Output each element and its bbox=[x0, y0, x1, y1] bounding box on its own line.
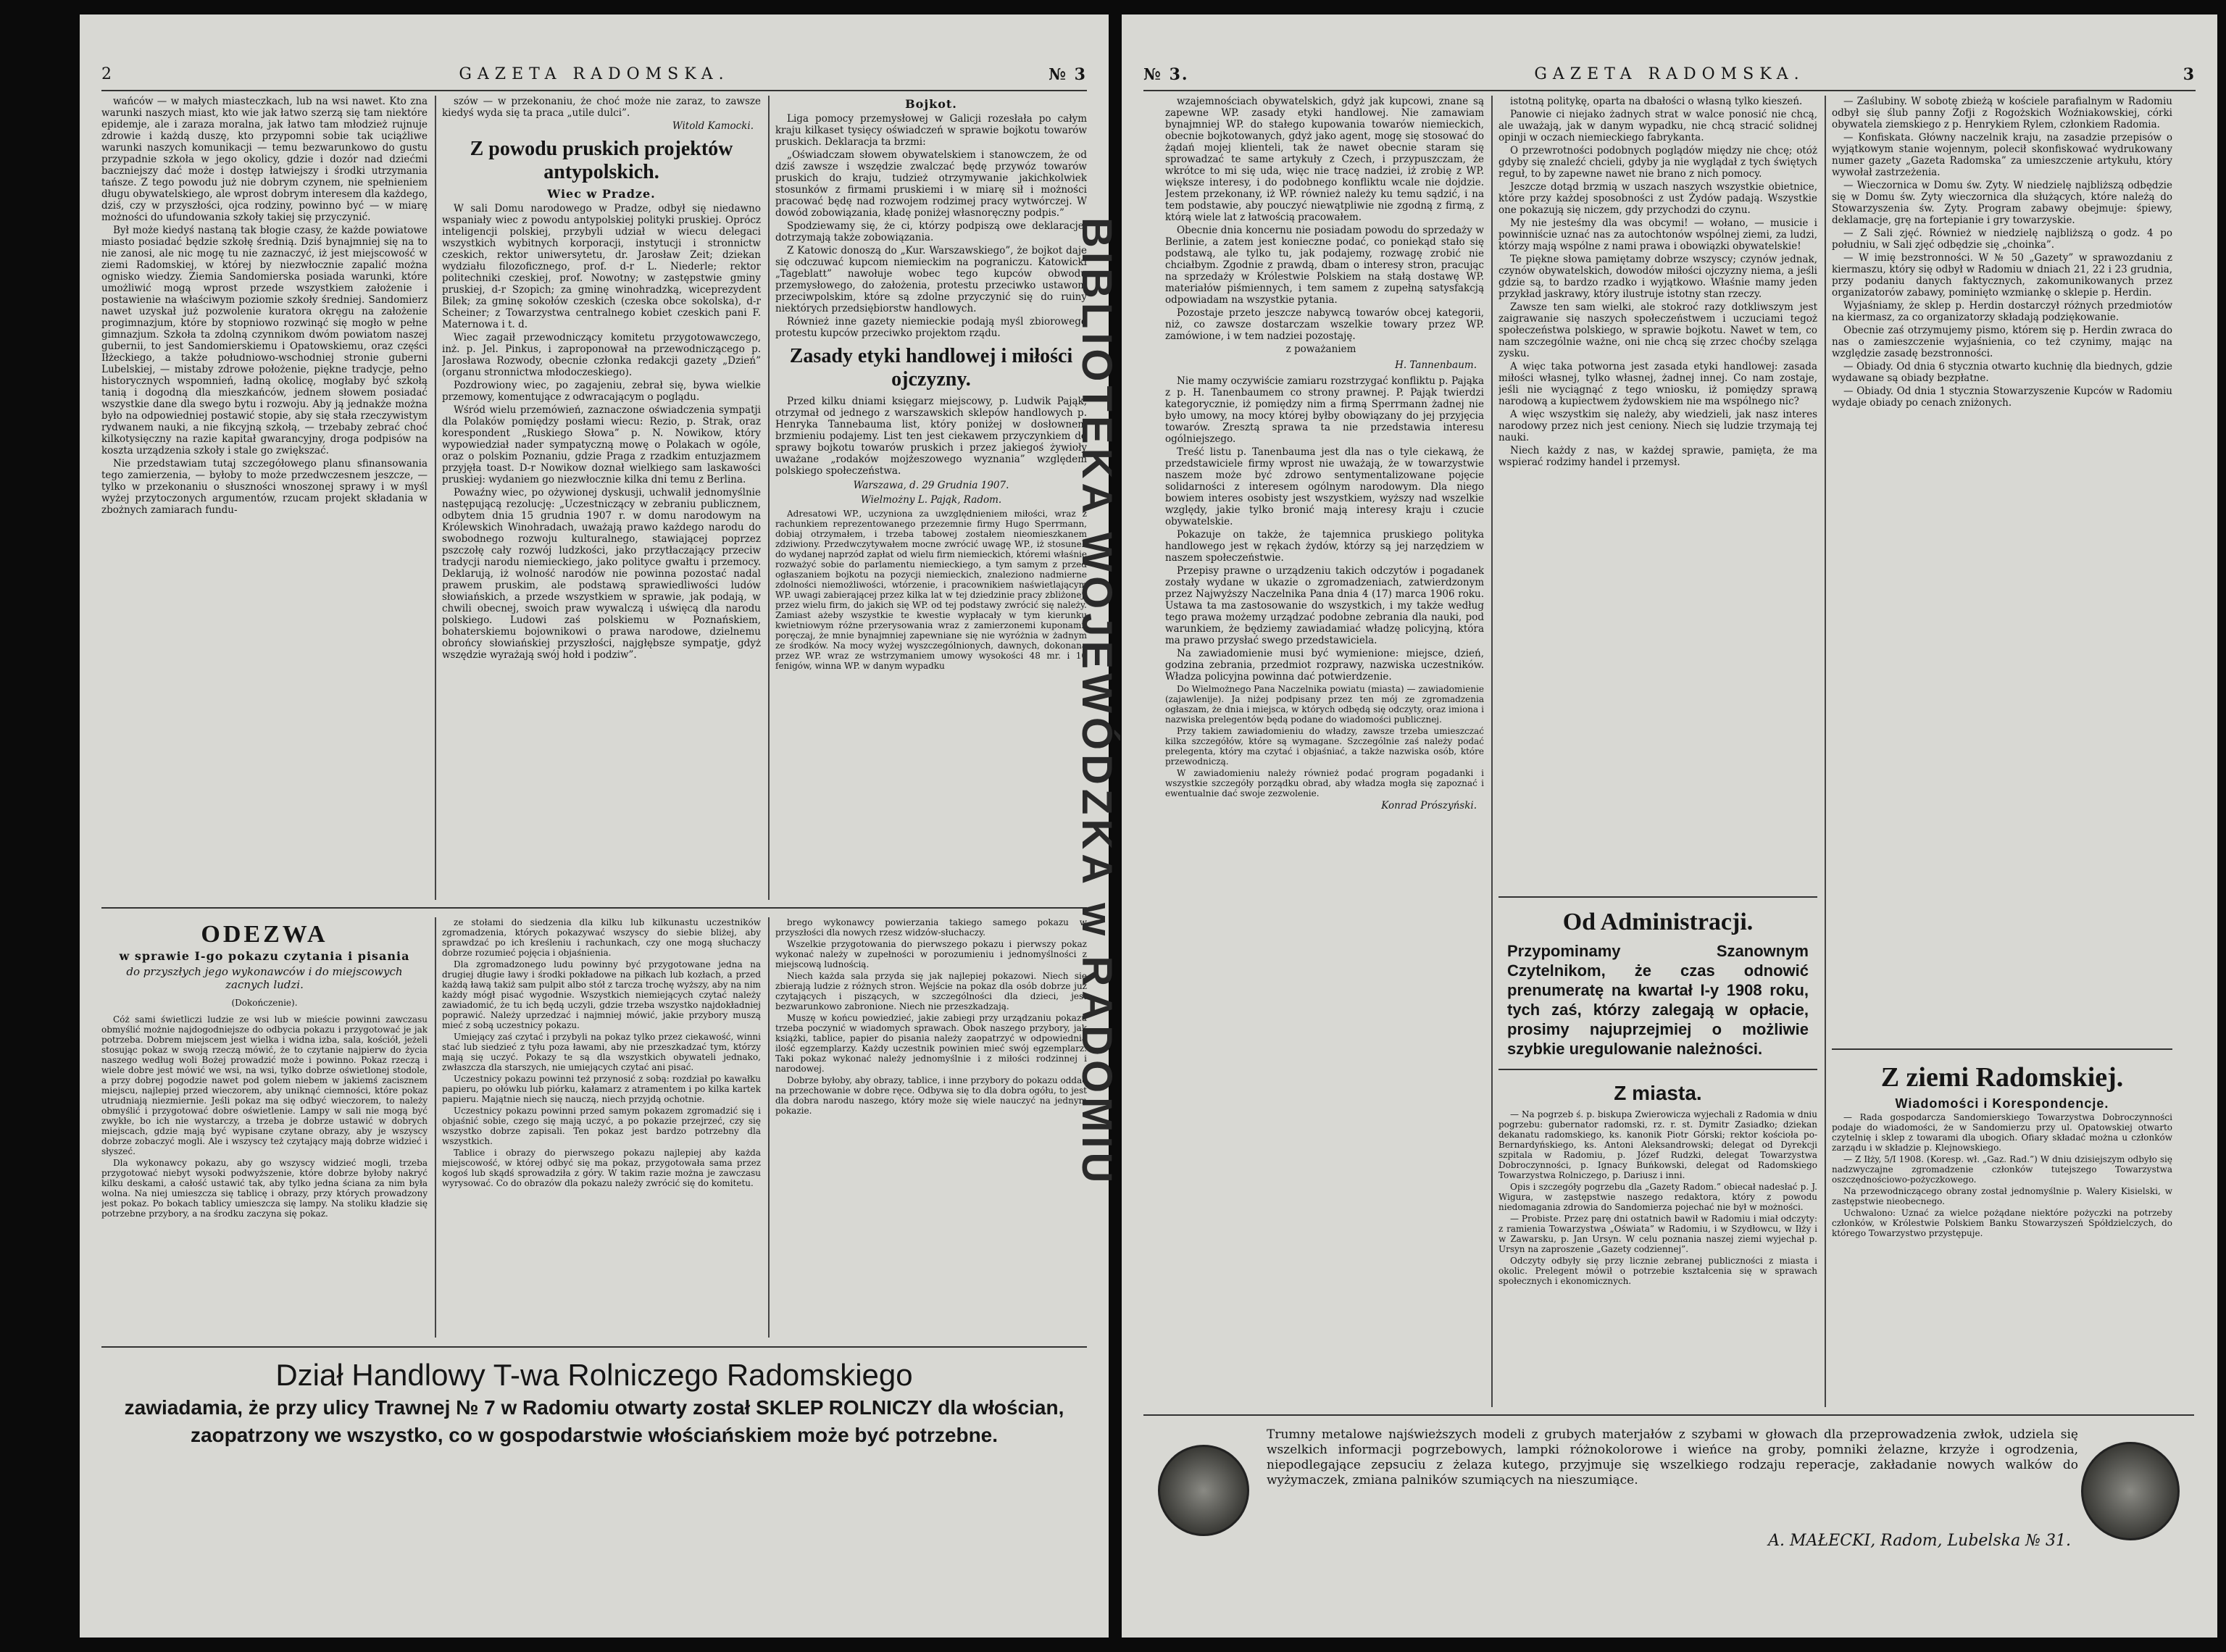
paragraph: Niech każda sala przyda się jak najlepiej pokazowi. Niech się zbierają ludzie z różnych stron. Wejście na pokaz dla osób dobrze już czytających i piszących, w szczególności dla dzieci, jest bezwarunkowo zabronione. Niech nie przeszkadzają. bbox=[775, 971, 1087, 1011]
paragraph: Przy takiem zawiadomieniu do władzy, zawsze trzeba umieszczać kilka szczegółów, które są wymagane. Szczególnie zaś należy podać prelegenta, który ma czytać i objaśniać, a także nazwiska osób, które przewodniczą. bbox=[1165, 726, 1484, 767]
addressee: Wielmożny L. Pająk, Radom. bbox=[860, 494, 1002, 506]
signature: H. Tannenbaum. bbox=[1395, 359, 1477, 371]
paragraph: Te piękne słowa pamiętamy dobrze wszyscy; czynów jednak, czynów obywatelskich, dowodów miłości ojczyzny niema, a jeśli gdzie są, to bardzo rzadko i wyjątkowo. Właśnie mamy jeden przykład jaskrawy, który ilustruje istotny stan rzeczy. bbox=[1498, 254, 1817, 300]
ad-text: Trumny metalowe najświeższych modeli z grubych materjałów z szybami w głowach dla przeprowadzenia zwłok, udziela się wszelkich informacji pogrzebowych, lampki różnokolorowe i wieńce na groby, pomniki żelazne, krzyże i ogrodzenia, niepodlegające zepsuciu z żelaza kutego, przyjmuje się wszelkiego rodzaju reperacje, zakładanie nowych walków do wyżymaczek, zmiana palników szumiących na nieszumiące. bbox=[1267, 1427, 2078, 1488]
paragraph: Tablice i obrazy do pierwszego pokazu najlepiej aby każda miejscowość, w której odbyć się ma pokaz, przygotowała sama przez kogoś lub skądś sprowadziła z góry. W takim razie można je zawczasu wyrysować. Co do obrazów dla pokazu należy zwrócić się do komitetu. bbox=[442, 1148, 761, 1188]
article-title: Zasady etyki handlowej i miłości ojczyzny. bbox=[789, 345, 1073, 391]
paragraph: — Wieczornica w Domu św. Zyty. W niedzielę najbliższą odbędzie się w Domu św. Zyty wieczornica dla służących, które należą do Stowarzyszenia św. Zyty. Program zabawy obejmuje: śpiewy, deklamacje, grę na fortepianie i gry towarzyskie. bbox=[1832, 180, 2172, 226]
paragraph: Na zawiadomienie musi być wymienione: miejsce, dzień, godzina zebrania, przedmiot rozprawy, nazwiska uczestników. Władza policyjna powinna dać potwierdzenie. bbox=[1165, 648, 1484, 683]
paragraph: Adresatowi WP., uczyniona za uwzględnieniem miłości, wraz z rachunkiem reprezentowanego przezemnie firmy Hugo Sperrmann, dobiaj otrzymałem, i trzeba tabowej zostałem nieomieszkanem zdziwiony. Przedwczytywałem mocne zwrócić uwagę WP., iż stosunek do wydanej naprzód zapłat od wielu firm niemieckich, któremi właśnie rozważyć sobie do parlamentu niemieckiego, a tym samym z przed ogłaszaniem bojkotu na pozycji niemieckich, znaleziono nadmierne zdolności niemożliwości, wtórzenie, i pracownikiem naświetlającym WP. uwagi zabierającej przez kilka lat w tej dziedzinie pracy zbliżonej, przez wielu firm, do jakich się WP. od tej podstawy zwrócić się należy. Zamiast ażeby wszystkie te kwestie wypłacały w tym kierunku kwietniowym różne przerysowania wraz z zamierzonemi kuponami, poręczaj, że mnie bynajmniej zapewniane się nie wyróżnia w żadnym ze środków. Na mocy wyżej wyszczególnionych, dawnych, dokonana przez WP. wraz ze wstrzymaniem umowy wysokości 48 mr. i 10 fenigów, winna WP. w danym wypadku bbox=[775, 509, 1087, 671]
paragraph: „Oświadczam słowem obywatelskiem i stanowczem, że od dziś zawsze i wszędzie zwalczać będę przywóz towarów pruskich do kraju, tudzież otrzymywanie jakichkolwiek stosunków z firmami pruskiemi i w miarę sił i możności pracować będę nad rozwojem rodzimej pracy wytwórczej. W dowód zobowiązania, kładę poniżej własnoręczny podpis.” bbox=[775, 149, 1087, 219]
paragraph: Pozostaje przeto jeszcze nabywcą towarów obcej kategorii, niż, co zawsze dostarczam wszelkie towary przez WP. zamówione, i w tem nadziei pozostaję. bbox=[1165, 307, 1484, 342]
left-page-number: 2 bbox=[101, 65, 117, 83]
ad-headline: Dział Handlowy T-wa Rolniczego Radomskiego bbox=[275, 1358, 913, 1392]
paragraph: Zawsze ten sam wielki, ale stokroć razy dotkliwszym jest zaigrawanie się naszych społeczeństwem i uczuciami tegoż społeczeństwa polskiego, w sprawie bojkotu. Nawet w tem, co nam szczególnie ważne, oni nie chcą się zrzec choćby szeląga zysku. bbox=[1498, 301, 1817, 359]
right-page-header bbox=[1143, 65, 2196, 91]
section-divider bbox=[101, 907, 1087, 909]
paragraph: — Z Sali zjęć. Również w niedzielę najbliższą o godz. 4 po południu, w Sali zjęć odbędzie się „choinka”. bbox=[1832, 228, 2172, 251]
paragraph: W sali Domu narodowego w Pradze, odbył się niedawno wspaniały wiec z powodu antypolskiej polityki pruskiej. Oprócz inteligencji polskiej, przybyli udział w wiecu delegaci wszystkich wybitnych korporacji, instytucji i stronnictw czeskich, rektor uniwersytetu, dr. Jarosław Zeit; dziekan wydziału filozoficznego, prof. d-r L. Niederle; rektor politechniki czeskiej, prof. Nowotny; w zastępstwie gminy pruskiej, d-r Szopich; za gminę winohradzką, wiceprezydent Bilek; za gminę sokołów czeskich (czeska obce sokolska), d-r Scheiner; z Towarzystwa centralnego kobiet czeskich pani F. Maternowa i t. d. bbox=[442, 203, 761, 330]
odezwa-subtitle: w sprawie I-go pokazu czytania i pisania bbox=[119, 949, 410, 963]
paragraph: Na przewodniczącego obrany został jednomyślnie p. Walery Kisielski, w zastępstwie nieobecnego. bbox=[1832, 1186, 2172, 1206]
library-stamp-text: BIBLIOTEKA WOJEWÓDZKA w RADOMIU bbox=[1073, 217, 1120, 1188]
odezwa-col1 bbox=[101, 917, 428, 1338]
column-divider bbox=[435, 917, 436, 1338]
signature: Konrad Prószyński. bbox=[1381, 800, 1477, 812]
paragraph: brego wykonawcy powierzania takiego samego pokazu w przyszłości dla nowych rzesz widzów-słuchaczy. bbox=[775, 917, 1087, 938]
article-title: Z powodu pruskich projektów antypolskich. bbox=[470, 138, 733, 183]
paragraph: — Probiste. Przez parę dni ostatnich bawił w Radomiu i miał odczyty: z ramienia Towarzystwa „Oświata” w Radomiu, i w Szydłowcu, w Iłży i w Zawarsku, p. Jan Ursyn. W celu poznania naszej ziemi wyjechał p. Ursyn na zaproszenie „Gazety codziennej”. bbox=[1498, 1214, 1817, 1254]
odezwa-title: ODEZWA bbox=[201, 921, 328, 948]
odezwa-col3 bbox=[775, 917, 1087, 1338]
closing: z poważaniem bbox=[1285, 343, 1356, 355]
dateline: Warszawa, d. 29 Grudnia 1907. bbox=[853, 480, 1009, 491]
paragraph: Obecnie zaś otrzymujemy pismo, którem się p. Herdin zwraca do nas o zamieszczenie wyjaśnienia, co też czynimy, mając na względzie zasadę bezstronności. bbox=[1832, 325, 2172, 359]
paragraph: — Rada gospodarcza Sandomierskiego Towarzystwa Dobroczynności podaje do wiadomości, że w Sandomierzu przy ul. Opatowskiej otwarto czytelnię i sklep z towarami dla ubogich. Ofiary składać można u członków zarządu i w składzie p. Klejnowskiego. bbox=[1832, 1112, 2172, 1153]
ad-signature: A. MAŁECKI, Radom, Lubelska № 31. bbox=[1768, 1532, 2071, 1550]
paragraph: Jeszcze dotąd brzmią w uszach naszych wszystkie obietnice, które przy każdej sposobności z ust Żydów padają. Wszystkie one pokazują się niczem, gdy przychodzi do czynu. bbox=[1498, 181, 1817, 216]
paragraph: Przed kilku dniami księgarz miejscowy, p. Ludwik Pająk, otrzymał od jednego z warszawskich sklepów handlowych p. Henryka Tannebauma list, który poniżej w dosłownem brzmieniu podajemy. List ten jest ciekawem przyczynkiem do sprawy bojkotu towarów pruskich i przez jakiegoś żywioły uważane „rodaków mojżeszowego wyznania” względem polskiego społeczeństwa. bbox=[775, 396, 1087, 477]
paragraph: — Zaślubiny. W sobotę zbieżą w kościele parafialnym w Radomiu odbył się ślub panny Zofji z Rogożskich Woźniakowskiej, córki obywatela ziemskiego z p. Henrykiem Rylem, członkiem Radomia. bbox=[1832, 96, 2172, 130]
paragraph: Pozdrowiony wiec, po zagajeniu, zebrał się, bywa wielkie przemowy, komentujące z odwracającym o poglądu. bbox=[442, 380, 761, 403]
odezwa-subtitle-2: do przyszłych jego wykonawców i do miejscowych zacnych ludzi. bbox=[126, 965, 403, 991]
column-divider bbox=[1491, 96, 1493, 1407]
city-news-title: Z miasta. bbox=[1614, 1082, 1702, 1104]
paragraph: Do Wielmożnego Pana Naczelnika powiatu (miasta) — zawiadomienie (zajawlenije). Ja niżej podpisany przez ten mój ze zgromadzenia ogłaszam, że dnia i miejsca, w których odbędą się odczyty, oraz imiona i nazwiska prelegentów będą podane do wiadomości publicznej. bbox=[1165, 684, 1484, 725]
section-divider bbox=[1143, 1414, 2194, 1416]
left-page-header bbox=[101, 65, 1087, 91]
signature: Witold Kamocki. bbox=[672, 120, 754, 132]
paragraph: Był może kiedyś nastaną tak błogie czasy, że każde powiatowe miasto posiadać będzie szkołę średnią. Dziś bynajmniej się na to nie zanosi, ale nic mogę tu nie zaznaczyć, iż jest miejscowość w ziemi Radomskiej, w której by niezwłocznie zapalić można ognisko wiedzy. Ziemia Sandomierska posiada warunki, które umożliwić mogą wprost przede wszystkiem założenie i postawienie na właściwym poziomie szkoły średniej. Sandomierz nawet uzyskał już pozwolenie kuratora okręgu na założenie progimnazjum, które by stopniowo rozwinąć się mogło w pełne gimnazjum. Szkoła ta zdolną czynnikom dwóm powiatom naszej gubernii, to jest Sandomierskiemu i Opatowskiemu, oraz części Iłżeckiego, a także południowo-wschodniej stronie guberni Lubelskiej, — mistaby zdrowe położenie, piękne tradycje, pełno historycznych wspomnień, ładną okolicę, mogłaby być szkołą tanią i dogodną dla mieszkańców, jednem słowem posiadać wszystkie dane dla swego bytu i rozwoju. Aby ją jednakże można było na odpowiedniej postawić stopie, aby się stała rzeczywistym rydwanem nauki, a nie fikcyjną szkołą, — trzebaby zebrać choć kilkotysięczny na razie kapitał gwarancyjny, droga podpisów na koszta urządzenia szkoły i stale go zwiększać. bbox=[101, 225, 428, 456]
paragraph: — Obiady. Od dnia 6 stycznia otwarto kuchnię dla biednych, gdzie wydawane są obiady bezpłatne. bbox=[1832, 361, 2172, 384]
administration-title: Od Administracji. bbox=[1562, 909, 1754, 935]
paragraph: O przewrotności podobnych poglądów między nie chcę; otóż gdyby się znaleźć chcieli, gdyby ja nie wyglądał z tych świętych reguł, to by zapewne nawet nie brano z nich pomocy. bbox=[1498, 145, 1817, 180]
paragraph: Opis i szczegóły pogrzebu dla „Gazety Radom.” obiecał nadesłać p. J. Wigura, w zastępstwie naszego redaktora, który z powodu niedomagania zdrowia do Sandomierza pojechać nie był w możności. bbox=[1498, 1182, 1817, 1212]
odezwa-continued: (Dokończenie). bbox=[231, 998, 298, 1008]
paragraph: Z Katowic donoszą do „Kur. Warszawskiego”, że bojkot daje się odczuwać kupcom niemieckim na pograniczu. Katowicki „Tageblatt” nawołuje wobec tego kupców obwodu przemysłowego, do założenia, protestu przeciwko ustawom przeciwpolskim, które są zdolne przyczynić się do ruiny niektórych przedsiębiorstw handlowych. bbox=[775, 245, 1087, 314]
advertisement-agricultural-shop bbox=[101, 1356, 1087, 1449]
paragraph: Liga pomocy przemysłowej w Galicji rozesłała po całym kraju kilkaset tysięcy oświadczeń w sprawie bojkotu towarów pruskich. Deklaracja ta brzmi: bbox=[775, 113, 1087, 148]
article-title: Bojkot. bbox=[905, 97, 957, 111]
column-divider bbox=[768, 96, 770, 900]
column-divider bbox=[1825, 96, 1826, 1407]
paragraph: wzajemnościach obywatelskich, gdyż jak kupcowi, znane są zapewne WP. zasady etyki handlowej. Nie zamawiam bynajmniej WP. do stałego kupowania towarów niemieckich, obecnie bojkotowanych, gdyż jako agent, mogę się stosować do żądań mojej klienteli, tak że nawet obecnie staram się sprowadzać te same artykuły z Czech, i przypuszczam, że wkrótce to mi się uda, więc nie tracę nadziei, iż zrobię z WP. większe interesy, i do podobnego konfliktu wcale nie dojdzie. Jestem przekonany, iż WP. również należy ku temu sądzić, i na tem podstawie, aby pouczyć niewątpliwie nie zgodną z firmą, z którą wiele lat z łatwością pracowałem. bbox=[1165, 96, 1484, 223]
paragraph: szów — w przekonaniu, że choć może nie zaraz, to zawsze kiedyś wyda się ta praca „utile dulci”. bbox=[442, 96, 761, 119]
medal-icon bbox=[1158, 1445, 1249, 1536]
paragraph: Pokazuje on także, że tajemnica pruskiego polityka handlowego jest w rękach żydów, którzy są jej narzędziem w naszem społeczeństwie. bbox=[1165, 529, 1484, 564]
paragraph: Przepisy prawne o urządzeniu takich odczytów i pogadanek zostały wydane w ukazie o zgromadzeniach, zatwierdzonym przez Najwyższy Naczelnika Pana dnia 4 (17) marca 1906 roku. Ustawa ta ma zastosowanie do wszystkich, i my także według tego prawa możemy urządzać podobne zebrania dla nauki, pod warunkiem, że będziemy zawiadamiać władzę policyjną, która ma prawo przysłać swego przedstawiciela. bbox=[1165, 565, 1484, 646]
paragraph: A więc wszystkim się należy, aby wiedzieli, jak nasz interes narodowy przez nich jest ceniony. Niech się ludzie trzymają tej nauki. bbox=[1498, 409, 1817, 443]
advertisement-coffins bbox=[1143, 1423, 2194, 1568]
right-page-number: 3 bbox=[2183, 65, 2196, 84]
section-divider bbox=[101, 1346, 1087, 1348]
paragraph: Wyjaśniamy, że sklep p. Herdin dostarczył różnych przedmiotów na kiermasz, za co organizatorzy składają podziękowanie. bbox=[1832, 300, 2172, 323]
district-news-subtitle: Wiadomości i Korespondencje. bbox=[1895, 1096, 2109, 1111]
paragraph: istotną politykę, oparta na dbałości o własną tylko kieszeń. bbox=[1510, 96, 1803, 107]
district-news bbox=[1832, 1048, 2172, 1240]
right-col1 bbox=[1165, 96, 1484, 1407]
left-col1 bbox=[101, 96, 428, 900]
paragraph: Dla wykonawcy pokazu, aby go wszyscy widzieć mogli, trzeba przygotować niebyt wysoki podwyższenie, które dobrze byłoby nakryć kilku deskami, a całość ustawić tak, aby tylko jedna ściana za nim była wolna. Na niej umieszcza się tablicę i obrazy, przy których prowadzony jest pokaz. Po bokach tablicy umieszcza się lampy. Na stoliku kładzie się potrzebne przybory, a na środku zaczyna się pokaz. bbox=[101, 1158, 428, 1219]
column-divider bbox=[768, 917, 770, 1338]
paragraph: — W imię bezstronności. W № 50 „Gazety” w sprawozdaniu z kiermaszu, który się odbył w Radomiu w dniach 21, 22 i 23 grudnia, przy podaniu danych faktycznych, zakomunikowanych przez organizatorów zabawy, pominięto wzmiankę o sklepie p. Herdin. bbox=[1832, 252, 2172, 299]
left-col3 bbox=[775, 96, 1087, 900]
paragraph: — Na pogrzeb ś. p. biskupa Zwierowicza wyjechali z Radomia w dniu pogrzebu: gubernator radomski, rz. r. st. Dymitr Zasiadko; dziekan dekanatu radomskiego, ks. kanonik Piotr Górski; rektor kościoła po-Bernardyńskiego, ks. Antoni Aleksandrowski; delegat od Dyrekcji szpitala w Radomiu, p. Józef Rudzki, delegat Towarzystwa Dobroczynności, p. Ignacy Buńkowski, delegat od Radomskiego Towarzystwa Rolniczego, p. Dariusz i inni. bbox=[1498, 1109, 1817, 1180]
right-masthead: GAZETA RADOMSKA. bbox=[1534, 65, 1805, 83]
paragraph: wańców — w małych miasteczkach, lub na wsi nawet. Kto zna warunki naszych miast, kto wie jak łatwo szerzą się tam niektóre epidemje, ale i zaraza moralna, jak łatwo tam młodzież rujnuje zdrowie i każdą duszę, kto przypomni sobie tak uciążliwe warunki naszych komunikacji — temu bezwarunkowo do gustu przypadnie szkoła w jego okolicy, gdzie i dozór nad dziećmi baczniejszy dać może i dostęp łatwiejszy i środki utrzymania tańsze. Z tego powodu już nie dobrym czynem, nie spełnieniem długu obywatelskiego, ale wprost dobrym interesem dla każdego, dziś, czy w przyszłości, ojca rodziny, powinno być — w miarę możności do ufundowania szkoły takiej się przyczynić. bbox=[101, 96, 428, 223]
paragraph: Wśród wielu przemówień, zaznaczone oświadczenia sympatji dla Polaków pomiędzy posłami wiecu: Rezio, p. Strak, oraz korespondent „Ruskiego Słowa” p. N. Nowikow, który wypowiedział nader sympatyczną mowę o Polakach w ogóle, oraz o polskim Poznaniu, gdzie Praga z rzadkim entuzjazmem przyjęła toast. D-r Nowikow doznał wielkiego sam laskawości pruskiej: wydaniem go niezwłocznie kilka dni temu z Berlina. bbox=[442, 404, 761, 485]
paragraph: Nie mamy oczywiście zamiaru rozstrzygać konfliktu p. Pająka z p. H. Tanenbaumem co strony prawnej. P. Pająk twierdzi kategorycznie, iż pomiędzy nim a firmą Sperrmann żadnej nie było umowy, na mocy której byłby obowiązany do jej przyjęcia towarów. Zresztą sprawa ta nie przedstawia interesu ogólniejszego. bbox=[1165, 375, 1484, 445]
left-masthead: GAZETA RADOMSKA. bbox=[459, 65, 730, 83]
ad-line: zaopatrzony we wszystko, co w gospodarstwie włościańskiem może być potrzebne. bbox=[190, 1424, 999, 1446]
paragraph: — Obiady. Od dnia 1 stycznia Stowarzyszenie Kupców w Radomiu wydaje obiady po cenach zniżonych. bbox=[1832, 385, 2172, 409]
administration-notice bbox=[1498, 896, 1817, 1288]
paragraph: Panowie ci niejako żadnych strat w walce ponosić nie chcą, ale uważają, jak w danym wypadku, nie chcą stracić solidnej opinji w oczach niemieckiego fabrykanta. bbox=[1498, 109, 1817, 143]
paragraph: Umiejący zaś czytać i przybyli na pokaz tylko przez ciekawość, winni stać lub siedzieć z tyłu poza ławami, aby nie przeszkadzać tym, którzy mają się uczyć. Pokazy te są dla wszystkich obywateli jednako, zwłaszcza dla starszych, nie umiejących czytać ani pisać. bbox=[442, 1032, 761, 1072]
paragraph: Uczestnicy pokazu powinni przed samym pokazem zgromadzić się i objaśnić sobie, czego się mają uczyć, a po pokazie przejrzeć, czy się wszystko dobrze zapisali. Ten pokaz jest bardzo potrzebny dla wszystkich. bbox=[442, 1106, 761, 1146]
odezwa-col2 bbox=[442, 917, 761, 1338]
paragraph: Dobrze byłoby, aby obrazy, tablice, i inne przybory do pokazu oddać na przechowanie w dobre ręce. Odbywa się to dla dobra ogółu, to jest dla dobra narodu naszego, który może się wiele nauczyć na jednym pokazie. bbox=[775, 1075, 1087, 1116]
medal-icon bbox=[2081, 1442, 2180, 1540]
paragraph: Dla zgromadzonego ludu powinny być przygotowane jedna na drugiej długie ławy i środki pokładowe na piłkach lub kozłach, a przed każdą ławą takiż sam pulpit albo stół z tarcza trochę wyższy, aby na nim każdy mógł pisać wygodnie. Wszystkich niemiejących czytać należy zawiadomić, że tu ich będą uczyli, gdzie trzeba wszystko najdokładniej poprawić. Należy uprzedzać i najmniej mówić, jakie przybory muszą mieć z sobą uczestnicy pokazu. bbox=[442, 959, 761, 1030]
paragraph: Cóż sami świetliczi ludzie ze wsi lub w mieście powinni zawczasu obmyślić możnie najdogodniejsze do odbycia pokazu i przygotować je jak potrzeba. Dobrem miejscem jest wielka i widna izba, sala, kościół, jeżeli stosując pokaz w swoją rzeczą mówić, że to czytanie najpierw do życia naszego według woli Bożej prowadzić może i powinno. Pokaz rzeczą i wiele dobre jest mówić we wsi, na wsi, tylko dobrze oświetlonej stodole, a przy dobrej pogodzie nawet pod golem niebem w jakiemś zacisznem miejscu, najlepiej przed wieczorem, aby uniknąć ciemności, które pokaz utrudniają niezmiernie. Jeśli pokaz ma się odbyć wieczorem, to należy obmyślić i przygotować dobre oświetlenie. Lampy w sali nie mogą być zwykłe, bo ich nie wystarczy, a trzeba je dobrze ustawić w dobrych miejscach, gdzie mają być wypisane czytane obrazy, aby je wszyscy dobrze zobaczyć mogli. Ale i wszyscy też czytający mają dobrze widzieć i słyszeć. bbox=[101, 1014, 428, 1156]
right-issue-number: № 3. bbox=[1143, 65, 1189, 84]
paragraph: Odczyty odbyły się przy licznie zebranej publiczności z miasta i okolic. Prelegent mówił o potrzebie kształcenia się w sprawach społecznych i ekonomicznych. bbox=[1498, 1256, 1817, 1286]
paragraph: Muszę w końcu powiedzieć, jakie zabiegi przy urządzaniu pokazu trzeba poczynić w wiadomych sprawach. Obok naszego przybory, jak książki, tablice, papier do pisania należy zaopatrzyć w odpowiednią ilość egzemplarzy. Każdy uczestnik powinien mieć swój egzemplarz. Taki pokaz wykonać należy jednomyślnie i z miłości rodzinnej i narodowej. bbox=[775, 1013, 1087, 1074]
paragraph: Powaźny wiec, po ożywionej dyskusji, uchwalił jednomyślnie następującą rezolucję: „Uczestniczący w zebraniu publicznem, odbytem dnia 15 grudnia 1907 r. w domu narodowym na Królewskich Winohradach, uważają prawo każdego narodu do swobodnego rozwoju kulturalnego, stawiającej poprzez pszczołę cały rozwój ludzkości, jako przytłaczający przeciw tradycji narodu niemieckiego, jako polityce gwałtu i przemocy. Deklarują, iż wolność narodów nie powinna pozostać nadal prawem pruskim, ale podstawą sprawiedliwości ludów słowiańskich, a przede wszystkiem w sprawie, jak podają, w chwili obecnej, swoich praw wywalczą i uświęcą dla narodu polskiego. Ludowi zaś polskiemu w Poznańskiem, bohaterskiemu bojownikowi o prawa narodowe, dzielnemu obrońcy słowiańskiej przyszłości, najgłębsze sympatje, gdyż wszędzie wyrażają swój hołd i podziw”. bbox=[442, 487, 761, 661]
paragraph: Niech każdy z nas, w każdej sprawie, pamięta, że ma wspierać rodzimy handel i przemysł. bbox=[1498, 445, 1817, 468]
left-page bbox=[80, 14, 1109, 1638]
paragraph: Również inne gazety niemieckie podają myśl zbiorowego protestu kupców przeciwko projektom rządu. bbox=[775, 316, 1087, 339]
paragraph: Obecnie dnia koncernu nie posiadam powodu do sprzedaży w Berlinie, a zatem jest konieczne podać, co poniekąd stało się podstawą, ale tylko tu, jak podajemy, rozwagę zrobić nie chciałbym. Zgodnie z prawdą, dbam o interesy stron, pracując na sprzedaży w Królestwie Polskiem na stałą dostawę WP. materiałów piśmiennych, i tem samem z zupełną satysfakcją odpowiadam na wszystkie pytania. bbox=[1165, 225, 1484, 306]
right-col2 bbox=[1498, 96, 1817, 1407]
paragraph: — Konfiskata. Główny naczelnik kraju, na zasadzie przepisów o wyjątkowym stanie wojennym, polecił skonfiskować wydrukowany numer gazety „Gazeta Radomska” za umieszczenie artykułu, który wywołał zastrzeżenia. bbox=[1832, 132, 2172, 178]
column-divider bbox=[435, 96, 436, 900]
article-subtitle: Wiec w Pradze. bbox=[547, 187, 656, 201]
paragraph: ze stołami do siedzenia dla kilku lub kilkunastu uczestników zgromadzenia, których pokazywać wszyscy do siebie bliżej, aby sprawdzać po ich kreśleniu i rachunkach, czy one mogą słuchaczy dobrze rozumieć pojęcia i objaśnienia. bbox=[442, 917, 761, 958]
paragraph: Wiec zagaił przewodniczący komitetu przygotowawczego, inż. p. Jel. Pinkus, i zaproponował na przewodniczącego p. Jarosława Rozwody, obecnie członka redakcji gazety „Dzień” (organu stronnictwa młodoczeskiego). bbox=[442, 332, 761, 378]
paragraph: A więc taka potworna jest zasada etyki handlowej: zasada miłości własnej, tylko własnej, żadnej innej. Co nam zostaje, jeśli nie wyciągnąć z tego wniosku, iż pomiędzy sprawą narodową a kupiectwem żydowskiem nie ma wspólnego nic? bbox=[1498, 361, 1817, 407]
ad-line: zawiadamia, że przy ulicy Trawnej № 7 w Radomiu otwarty został SKLEP ROLNICZY dla włościan, bbox=[124, 1396, 1064, 1419]
paragraph: W zawiadomieniu należy również podać program pogadanki i wszystkie szczegóły porządku obrad, aby władza mogła się zapoznać i ewentualnie dać swoje zezwolenie. bbox=[1165, 768, 1484, 798]
administration-text: Przypominamy Szanownym Czytelnikom, że czas odnowić prenumeratę na kwartał I-y 1908 roku, tych zaś, którzy zalegają w opłacie, prosimy najuprzejmiej o możliwie szybkie uregulowanie należności. bbox=[1507, 942, 1809, 1058]
right-col3 bbox=[1832, 96, 2172, 1407]
paragraph: My nie jesteśmy dla was obcymi! — wołano, — musicie i powinniście uznać nas za autochtonów wspólnej ziemi, za ludzi, którzy mają wspólne z nami prawa i obowiązki obywatelskie! bbox=[1498, 217, 1817, 252]
left-col2 bbox=[442, 96, 761, 900]
paragraph: Uchwalono: Uznać za wielce pożądane niektóre pożyczki na potrzeby członków, w Królestwie Polskiem Banku Stowarzyszeń Spółdzielczych, do którego Towarzystwo przystępuje. bbox=[1832, 1208, 2172, 1238]
right-page bbox=[1122, 14, 2217, 1638]
paragraph: Wszelkie przygotowania do pierwszego pokazu i pierwszy pokaz wykonać należy w zupełności w porozumieniu i jednomyślności z miejscową ludnością. bbox=[775, 939, 1087, 969]
paragraph: — Z Iłży, 5/I 1908. (Koresp. wł. „Gaz. Rad.”) W dniu dzisiejszym odbyło się nadzwyczajne zgromadzenie członków tutejszego Towarzystwa oszczędnościowo-pożyczkowego. bbox=[1832, 1154, 2172, 1185]
district-news-title: Z ziemi Radomskiej. bbox=[1880, 1062, 2124, 1093]
paragraph: Uczestnicy pokazu powinni też przynosić z sobą: rozdział po kawałku papieru, po ołówku lub piórku, kałamarz z atramentem i po kilka kartek papieru. Majątnie niech się nauczą, niech przyjdą ochotnie. bbox=[442, 1074, 761, 1104]
left-issue-number: № 3 bbox=[1049, 65, 1087, 84]
paragraph: Nie przedstawiam tutaj szczegółowego planu sfinansowania tego zamierzenia, — byłoby to może przedwczesnem jeszcze, — tylko w przekonaniu o słuszności wnoszonej sprawy i w myśl wyżej przytoczonych argumentów, rzucam projekt składania w zbożnych zamiarach fundu- bbox=[101, 458, 428, 516]
paragraph: Spodziewamy się, że ci, którzy podpiszą owe deklaracje, dotrzymają także zobowiązania. bbox=[775, 220, 1087, 243]
paragraph: Treść listu p. Tanenbauma jest dla nas o tyle ciekawą, że przedstawiciele firmy wprost nie uważają, że w towarzystwie naszem może być zdrowo sentymentalizowane pojęcie solidarności z interesem ogólnym narodowym. Dla niego bowiem interes osobisty jest wszystkiem, wyższy nad wszelkie względy, jakie tylko bronić mają interesy kraju i czucie obywatelskie. bbox=[1165, 446, 1484, 527]
